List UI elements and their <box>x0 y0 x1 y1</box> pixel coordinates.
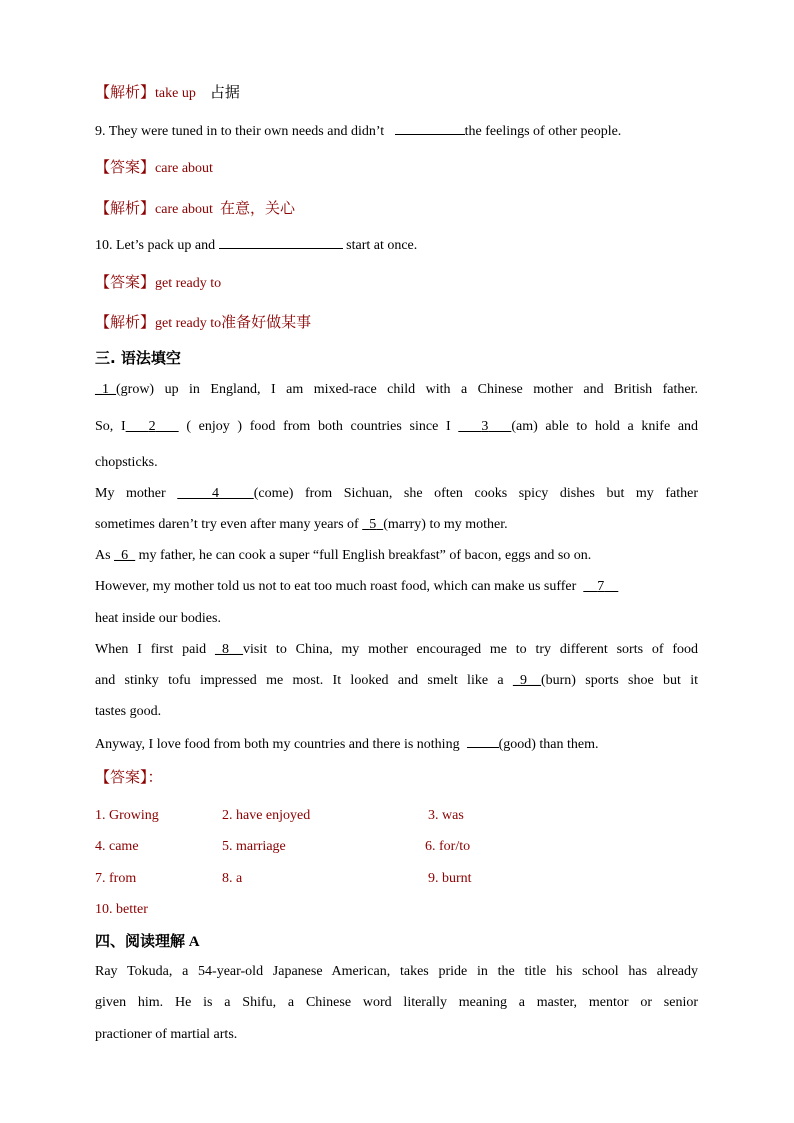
answer-text: care about <box>155 161 213 176</box>
passage-line-5 <box>95 515 698 535</box>
explanation-10 <box>95 312 698 334</box>
passage-text: and stinky tofu impressed me most. It looked and smelt like a <box>95 673 504 688</box>
passage-text: ( enjoy ) food from both countries since I <box>186 419 451 434</box>
explanation-cn: 占据 <box>209 83 240 101</box>
explanation-text: care about <box>155 202 213 217</box>
answer-10 <box>95 272 698 294</box>
answer-item: 2. have enjoyed <box>222 808 311 823</box>
section-title: 三. 语法填空 <box>95 349 181 367</box>
blank-7 <box>583 579 618 594</box>
reading-line-2 <box>95 993 698 1013</box>
passage-text: (grow) up in England, I am mixed-race child with a Chinese mother and British father. <box>116 382 698 397</box>
reading-line-1 <box>95 962 698 982</box>
section-title: 四、阅读理解 <box>95 932 186 950</box>
question-text: start at once. <box>346 238 418 253</box>
answer-item: 10. better <box>95 902 148 917</box>
passage-line-11 <box>95 702 698 722</box>
question-10 <box>95 234 698 256</box>
answer-item: 3. was <box>428 808 464 823</box>
passage-text: (marry) to my mother. <box>383 517 508 532</box>
blank-3 <box>458 419 511 434</box>
section-title-letter: A <box>188 934 200 950</box>
passage-line-2 <box>95 417 698 437</box>
passage-line-12 <box>95 733 698 755</box>
passage-line-8 <box>95 609 698 629</box>
passage-text: (good) than them. <box>498 737 599 752</box>
passage-text: When I first paid <box>95 642 207 657</box>
passage-text: heat inside our bodies. <box>95 611 221 626</box>
explanation-cn: 在意，关心 <box>219 199 295 217</box>
explanation-text: take up <box>155 86 196 101</box>
question-text: 9. They were tuned in to their own needs and didn’t <box>95 124 385 139</box>
passage-line-3 <box>95 453 698 473</box>
passage-text: However, my mother told us not to eat too much roast food, which can make us suffer <box>95 579 577 594</box>
question-text: 10. Let’s pack up and <box>95 238 216 253</box>
passage-text: practioner of martial arts. <box>95 1027 238 1042</box>
answer-text: get ready to <box>155 276 222 291</box>
answer-item: 8. a <box>222 871 243 886</box>
passage-text: Anyway, I love food from both my countries and there is nothing <box>95 737 460 752</box>
explanation-tag: 【解析】 <box>95 199 156 217</box>
answer-item: 5. marriage <box>222 839 286 854</box>
passage-line-6 <box>95 546 698 566</box>
blank-10 <box>467 733 499 748</box>
passage-line-4 <box>95 484 698 504</box>
answer-tag: 【答案】 <box>95 273 156 291</box>
explanation-8 <box>95 82 698 104</box>
answer-item: 9. burnt <box>428 871 472 886</box>
blank-number: 4 <box>212 486 219 501</box>
passage-text: My mother <box>95 486 166 501</box>
blank-number: 5 <box>369 517 377 532</box>
section-3-heading <box>95 348 698 369</box>
explanation-cn: 准备好做某事 <box>221 313 312 331</box>
passage-text: my father, he can cook a super “full English breakfast” of bacon, eggs and so on. <box>138 548 592 563</box>
answer-blank <box>219 234 343 249</box>
answer-item: 4. came <box>95 839 139 854</box>
passage-text: As <box>95 548 111 563</box>
answer-tag: 【答案】： <box>95 768 163 786</box>
passage-line-10 <box>95 671 698 691</box>
passage-text: tastes good. <box>95 704 162 719</box>
passage-text: chopsticks. <box>95 455 158 470</box>
passage-text: (burn) sports shoe but it <box>540 673 699 688</box>
blank-number: 7 <box>597 579 605 594</box>
explanation-tag: 【解析】 <box>95 83 156 101</box>
answer-blank <box>395 120 465 135</box>
blank-number: 3 <box>481 419 489 434</box>
passage-line-9 <box>95 640 698 660</box>
passage-text: given him. He is a Shifu, a Chinese word literally meaning a master, mentor or senior <box>95 995 698 1010</box>
answer-item: 7. from <box>95 871 137 886</box>
question-text: the feelings of other people. <box>464 124 622 139</box>
passage-text: (am) able to hold a knife and <box>511 419 699 434</box>
question-9 <box>95 120 698 142</box>
blank-6: _6_ <box>114 548 136 563</box>
section-3-answer-tag <box>95 767 698 789</box>
passage-text: visit to China, my mother encouraged me to try different sorts of food <box>243 642 698 657</box>
answer-tag: 【答案】 <box>95 158 156 176</box>
passage-text: So, I <box>95 419 126 434</box>
blank-1: _1_ <box>95 382 116 397</box>
passage-line-1 <box>95 380 698 400</box>
blank-2 <box>126 419 179 434</box>
explanation-text: get ready to <box>155 316 222 331</box>
blank-8: _8__ <box>215 642 243 657</box>
explanation-9 <box>95 198 698 220</box>
passage-text: sometimes daren’t try even after many years of <box>95 517 359 532</box>
answer-9 <box>95 157 698 179</box>
passage-text: (come) from Sichuan, she often cooks spicy dishes but my father <box>253 486 699 501</box>
section-4-heading <box>95 931 698 952</box>
passage-text: Ray Tokuda, a 54-year-old Japanese American, takes pride in the title his school has already <box>95 964 698 979</box>
explanation-tag: 【解析】 <box>95 313 156 331</box>
blank-number: 2 <box>148 419 156 434</box>
blank-9: _9__ <box>512 673 541 688</box>
answer-item: 6. for/to <box>425 839 471 854</box>
reading-line-3 <box>95 1025 698 1045</box>
blank-4 <box>177 486 253 501</box>
blank-5 <box>362 517 383 532</box>
answer-item: 1. Growing <box>95 808 159 823</box>
passage-line-7 <box>95 577 698 597</box>
